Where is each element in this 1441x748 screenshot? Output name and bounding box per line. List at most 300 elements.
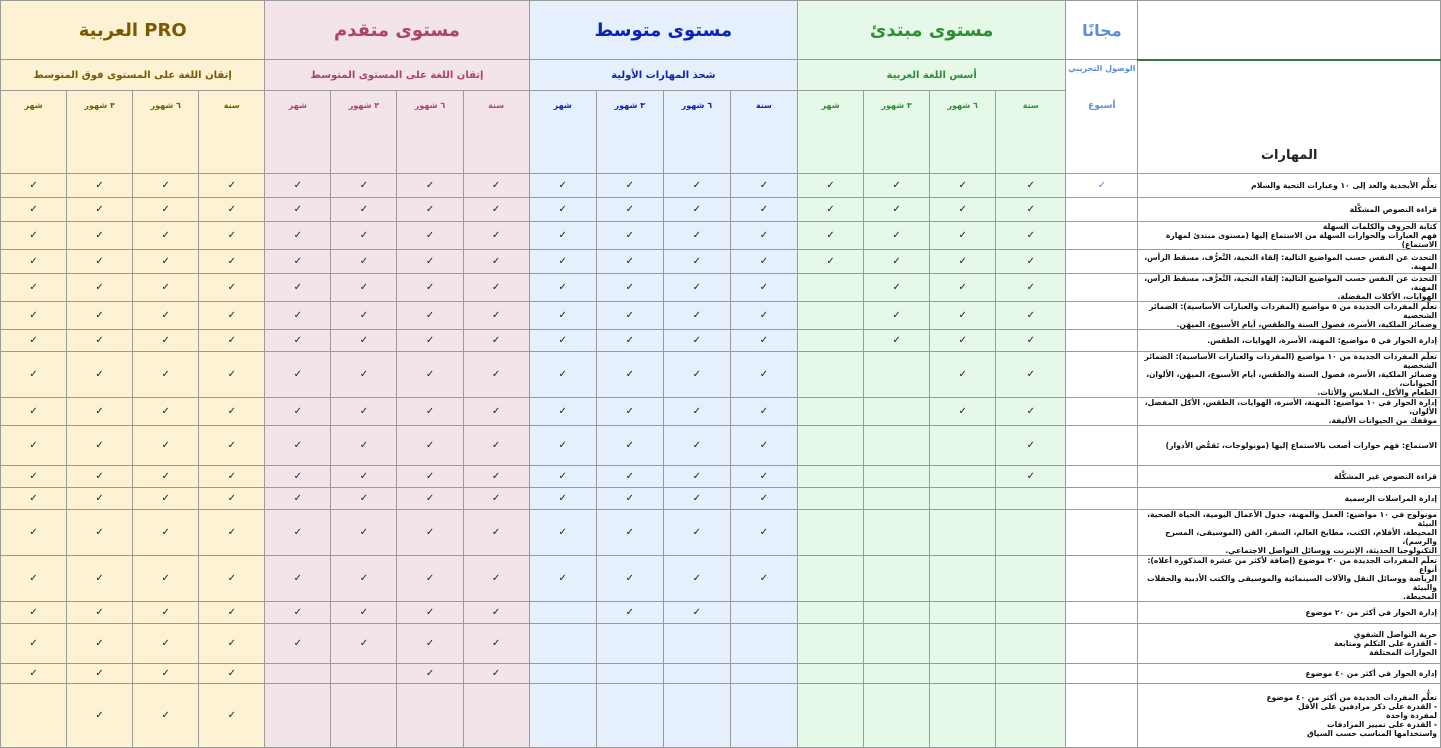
check-icon: ✓	[331, 488, 397, 510]
check-icon: ✓	[463, 624, 529, 664]
check-icon: ✓	[67, 398, 133, 426]
empty-cell	[930, 556, 996, 602]
check-icon: ✓	[397, 664, 463, 684]
check-icon: ✓	[529, 274, 596, 302]
empty-cell	[930, 624, 996, 664]
check-icon: ✓	[133, 302, 199, 330]
check-icon: ✓	[930, 274, 996, 302]
check-icon: ✓	[397, 352, 463, 398]
empty-cell	[996, 488, 1066, 510]
check-icon: ✓	[663, 198, 730, 222]
empty-cell	[1, 684, 67, 748]
check-icon: ✓	[663, 330, 730, 352]
check-icon: ✓	[596, 274, 663, 302]
check-icon: ✓	[265, 198, 331, 222]
check-icon: ✓	[199, 684, 265, 748]
check-icon: ✓	[265, 352, 331, 398]
check-icon: ✓	[529, 466, 596, 488]
check-icon: ✓	[730, 302, 797, 330]
skill-cell: قراءة النصوص المشكَّلة	[1138, 198, 1441, 222]
skill-cell: التحدث عن النفس حسب المواضيع التالية: إلقاء التحية، التَّعرُّف، مسقط الرأس، المهنة، الهوايات، الأكلات المفضلة.	[1138, 274, 1441, 302]
empty-cell	[930, 664, 996, 684]
empty-cell	[730, 624, 797, 664]
check-icon: ✓	[67, 488, 133, 510]
empty-cell	[1066, 556, 1138, 602]
check-icon: ✓	[730, 250, 797, 274]
check-icon: ✓	[663, 602, 730, 624]
empty-cell	[529, 602, 596, 624]
check-icon: ✓	[199, 352, 265, 398]
check-icon: ✓	[730, 352, 797, 398]
check-icon: ✓	[397, 556, 463, 602]
skill-cell: إدارة الحوار في ١٠ مواضيع: المهنة، الأسرة، الهوايات، الطقس، الأكل المفضل، الألوان، موقفك من الحيوانات الأليفة.	[1138, 398, 1441, 426]
check-icon: ✓	[265, 330, 331, 352]
empty-cell	[596, 664, 663, 684]
check-icon: ✓	[265, 488, 331, 510]
check-icon: ✓	[397, 426, 463, 466]
empty-cell	[797, 684, 863, 748]
empty-cell	[529, 684, 596, 748]
empty-cell	[797, 624, 863, 664]
duration-intermediate-6months: ٦ شهور	[663, 91, 730, 174]
check-icon: ✓	[67, 510, 133, 556]
check-icon: ✓	[397, 302, 463, 330]
check-icon: ✓	[133, 250, 199, 274]
empty-cell	[797, 302, 863, 330]
check-icon: ✓	[663, 302, 730, 330]
empty-cell	[930, 466, 996, 488]
duration-pro-3months: ٣ شهور	[67, 91, 133, 174]
check-icon: ✓	[331, 174, 397, 198]
check-icon: ✓	[199, 222, 265, 250]
check-icon: ✓	[663, 510, 730, 556]
empty-cell	[1066, 510, 1138, 556]
empty-cell	[663, 624, 730, 664]
check-icon: ✓	[529, 302, 596, 330]
empty-cell	[529, 664, 596, 684]
check-icon: ✓	[996, 198, 1066, 222]
empty-cell	[797, 398, 863, 426]
check-icon: ✓	[331, 602, 397, 624]
check-icon: ✓	[596, 222, 663, 250]
check-icon: ✓	[463, 174, 529, 198]
check-icon: ✓	[529, 330, 596, 352]
check-icon: ✓	[663, 556, 730, 602]
check-icon: ✓	[199, 556, 265, 602]
empty-cell	[797, 488, 863, 510]
check-icon: ✓	[730, 222, 797, 250]
empty-cell	[1066, 330, 1138, 352]
check-icon: ✓	[133, 510, 199, 556]
check-icon: ✓	[730, 466, 797, 488]
duration-beginner-3months: ٣ شهور	[864, 91, 930, 174]
empty-cell	[996, 684, 1066, 748]
check-icon: ✓	[67, 426, 133, 466]
check-icon: ✓	[67, 250, 133, 274]
check-icon: ✓	[864, 302, 930, 330]
check-icon: ✓	[331, 398, 397, 426]
table-row	[1, 198, 1441, 222]
duration-advanced-6months: ٦ شهور	[397, 91, 463, 174]
check-icon: ✓	[199, 330, 265, 352]
empty-cell	[596, 684, 663, 748]
empty-cell	[930, 602, 996, 624]
free-trial-duration: أسبوع	[1088, 101, 1116, 111]
check-icon: ✓	[663, 398, 730, 426]
check-icon: ✓	[265, 466, 331, 488]
empty-cell	[797, 466, 863, 488]
empty-cell	[1066, 488, 1138, 510]
check-icon: ✓	[199, 664, 265, 684]
check-icon: ✓	[797, 250, 863, 274]
check-icon: ✓	[663, 222, 730, 250]
check-icon: ✓	[199, 510, 265, 556]
check-icon: ✓	[864, 330, 930, 352]
check-icon: ✓	[996, 174, 1066, 198]
check-icon: ✓	[67, 602, 133, 624]
empty-cell	[864, 398, 930, 426]
table-row	[1, 488, 1441, 510]
check-icon: ✓	[133, 602, 199, 624]
table-row	[1, 274, 1441, 302]
check-icon: ✓	[996, 352, 1066, 398]
empty-cell	[1066, 302, 1138, 330]
empty-cell	[730, 664, 797, 684]
empty-cell	[1066, 624, 1138, 664]
check-icon: ✓	[1, 602, 67, 624]
plan-title-free: مجانًا	[1066, 1, 1138, 60]
check-icon: ✓	[596, 250, 663, 274]
check-icon: ✓	[67, 352, 133, 398]
empty-cell	[331, 684, 397, 748]
empty-cell	[864, 624, 930, 664]
free-trial-label: الوصول التجريبي	[1068, 64, 1136, 73]
table-row	[1, 602, 1441, 624]
empty-cell	[996, 510, 1066, 556]
check-icon: ✓	[1, 488, 67, 510]
check-icon: ✓	[1, 174, 67, 198]
empty-cell	[1066, 602, 1138, 624]
check-icon: ✓	[930, 398, 996, 426]
check-icon: ✓	[133, 684, 199, 748]
empty-cell	[1066, 250, 1138, 274]
skills-header: المهارات	[1138, 60, 1441, 174]
check-icon: ✓	[199, 426, 265, 466]
check-icon: ✓	[265, 624, 331, 664]
plan-subtitle-intermediate: شحذ المهارات الأولية	[529, 60, 797, 91]
duration-intermediate-month: شهر	[529, 91, 596, 174]
check-icon: ✓	[463, 602, 529, 624]
check-icon: ✓	[1, 664, 67, 684]
check-icon: ✓	[930, 330, 996, 352]
check-icon: ✓	[199, 302, 265, 330]
plan-subtitle-advanced: إتقان اللغة على المستوى المتوسط	[265, 60, 529, 91]
check-icon: ✓	[529, 352, 596, 398]
empty-cell	[1066, 664, 1138, 684]
check-icon: ✓	[529, 398, 596, 426]
check-icon: ✓	[331, 466, 397, 488]
check-icon: ✓	[397, 488, 463, 510]
table-row	[1, 222, 1441, 250]
skill-cell: تعلُّم المفردات الجديدة من ٢٠ موضوع (إضافة لأكثر من عشرة المذكورة أعلاه): أنواع الرياضة ووسائل النقل والآلات السينمائية والموسيقى والكتب الأدبية والحفلات والبيئة المحيطة.	[1138, 556, 1441, 602]
check-icon: ✓	[1, 466, 67, 488]
check-icon: ✓	[397, 174, 463, 198]
table-row	[1, 556, 1441, 602]
duration-advanced-month: شهر	[265, 91, 331, 174]
check-icon: ✓	[265, 556, 331, 602]
duration-pro-year: سنة	[199, 91, 265, 174]
check-icon: ✓	[199, 602, 265, 624]
duration-pro-6months: ٦ شهور	[133, 91, 199, 174]
empty-cell	[864, 466, 930, 488]
empty-cell	[797, 510, 863, 556]
empty-cell	[265, 684, 331, 748]
check-icon: ✓	[930, 222, 996, 250]
check-icon: ✓	[133, 556, 199, 602]
plan-subtitle-pro: إتقان اللغة على المستوى فوق المتوسط	[1, 60, 265, 91]
empty-cell	[663, 684, 730, 748]
check-icon: ✓	[596, 174, 663, 198]
empty-cell	[797, 664, 863, 684]
check-icon: ✓	[996, 330, 1066, 352]
check-icon: ✓	[864, 198, 930, 222]
empty-cell	[864, 488, 930, 510]
table-row	[1, 466, 1441, 488]
check-icon: ✓	[397, 274, 463, 302]
check-icon: ✓	[133, 174, 199, 198]
table-row	[1, 250, 1441, 274]
check-icon: ✓	[463, 250, 529, 274]
check-icon: ✓	[730, 488, 797, 510]
empty-cell	[730, 684, 797, 748]
check-icon: ✓	[67, 556, 133, 602]
table-row	[1, 330, 1441, 352]
check-icon: ✓	[397, 250, 463, 274]
empty-cell	[730, 602, 797, 624]
skill-cell: تعلُّم المفردات الجديدة من ٥ مواضيع (المفردات والعبارات الأساسية): الضمائر الشخصية وضمائر الملكية، الأسرة، فصول السنة والطقس، أيام الأسبوع، الميهَن.	[1138, 302, 1441, 330]
check-icon: ✓	[1, 624, 67, 664]
check-icon: ✓	[663, 426, 730, 466]
check-icon: ✓	[930, 352, 996, 398]
check-icon: ✓	[797, 222, 863, 250]
duration-beginner-6months: ٦ شهور	[930, 91, 996, 174]
duration-advanced-3months: ٣ شهور	[331, 91, 397, 174]
duration-pro-month: شهر	[1, 91, 67, 174]
check-icon: ✓	[265, 250, 331, 274]
skill-cell: تعلُّم المفردات الجديدة من ١٠ مواضيع (المفردات والعبارات الأساسية): الضمائر الشخصية وضمائر الملكية، الأسرة، فصول السنة والطقس، أيام الأسبوع، الميهَن، الألوان، الحيوانات، الطعام والأكل، الملابس والأثاث.	[1138, 352, 1441, 398]
check-icon: ✓	[67, 664, 133, 684]
check-icon: ✓	[996, 250, 1066, 274]
check-icon: ✓	[67, 684, 133, 748]
check-icon: ✓	[596, 556, 663, 602]
empty-cell	[864, 510, 930, 556]
empty-cell	[1066, 352, 1138, 398]
check-icon: ✓	[730, 274, 797, 302]
check-icon: ✓	[730, 398, 797, 426]
check-icon: ✓	[67, 174, 133, 198]
check-icon: ✓	[730, 330, 797, 352]
skill-cell: إدارة الحوار في ٥ مواضيع: المهنة، الأسرة، الهوايات، الطقس.	[1138, 330, 1441, 352]
check-icon: ✓	[463, 510, 529, 556]
check-icon: ✓	[596, 602, 663, 624]
check-icon: ✓	[1, 510, 67, 556]
check-icon: ✓	[199, 274, 265, 302]
check-icon: ✓	[397, 602, 463, 624]
check-icon: ✓	[663, 488, 730, 510]
check-icon: ✓	[331, 198, 397, 222]
table-row	[1, 624, 1441, 664]
check-icon: ✓	[1, 302, 67, 330]
check-icon: ✓	[596, 330, 663, 352]
check-icon: ✓	[797, 174, 863, 198]
check-icon: ✓	[864, 222, 930, 250]
check-icon: ✓	[265, 302, 331, 330]
check-icon: ✓	[730, 510, 797, 556]
check-icon: ✓	[331, 302, 397, 330]
check-icon: ✓	[397, 398, 463, 426]
check-icon: ✓	[67, 274, 133, 302]
empty-cell	[663, 664, 730, 684]
plan-title-intermediate: مستوى متوسط	[529, 1, 797, 60]
check-icon: ✓	[67, 466, 133, 488]
check-icon: ✓	[133, 488, 199, 510]
duration-beginner-year: سنة	[996, 91, 1066, 174]
table-row	[1, 352, 1441, 398]
check-icon: ✓	[1066, 174, 1138, 198]
check-icon: ✓	[1, 398, 67, 426]
check-icon: ✓	[265, 426, 331, 466]
check-icon: ✓	[930, 174, 996, 198]
check-icon: ✓	[67, 302, 133, 330]
check-icon: ✓	[529, 250, 596, 274]
check-icon: ✓	[397, 510, 463, 556]
check-icon: ✓	[265, 222, 331, 250]
check-icon: ✓	[133, 398, 199, 426]
table-row	[1, 174, 1441, 198]
empty-cell	[1066, 398, 1138, 426]
check-icon: ✓	[133, 330, 199, 352]
empty-cell	[996, 624, 1066, 664]
empty-cell	[1066, 426, 1138, 466]
check-icon: ✓	[463, 556, 529, 602]
empty-cell	[1066, 274, 1138, 302]
check-icon: ✓	[529, 174, 596, 198]
check-icon: ✓	[529, 198, 596, 222]
check-icon: ✓	[596, 466, 663, 488]
check-icon: ✓	[463, 488, 529, 510]
empty-cell	[529, 624, 596, 664]
check-icon: ✓	[1, 352, 67, 398]
check-icon: ✓	[996, 222, 1066, 250]
table-row	[1, 302, 1441, 330]
check-icon: ✓	[265, 274, 331, 302]
check-icon: ✓	[596, 510, 663, 556]
check-icon: ✓	[1, 222, 67, 250]
check-icon: ✓	[930, 250, 996, 274]
check-icon: ✓	[529, 556, 596, 602]
check-icon: ✓	[996, 426, 1066, 466]
check-icon: ✓	[331, 426, 397, 466]
check-icon: ✓	[596, 302, 663, 330]
empty-cell	[265, 664, 331, 684]
corner-cell	[1138, 1, 1441, 60]
empty-cell	[797, 330, 863, 352]
empty-cell	[864, 602, 930, 624]
empty-cell	[996, 664, 1066, 684]
check-icon: ✓	[199, 466, 265, 488]
check-icon: ✓	[133, 466, 199, 488]
empty-cell	[864, 684, 930, 748]
check-icon: ✓	[331, 222, 397, 250]
check-icon: ✓	[730, 426, 797, 466]
check-icon: ✓	[596, 398, 663, 426]
plan-title-beginner: مستوى مبتدئ	[797, 1, 1065, 60]
check-icon: ✓	[133, 352, 199, 398]
check-icon: ✓	[265, 174, 331, 198]
check-icon: ✓	[397, 624, 463, 664]
check-icon: ✓	[730, 174, 797, 198]
check-icon: ✓	[331, 250, 397, 274]
check-icon: ✓	[797, 198, 863, 222]
check-icon: ✓	[199, 624, 265, 664]
check-icon: ✓	[397, 330, 463, 352]
skill-cell: قراءة النصوص غير المشكَّلة	[1138, 466, 1441, 488]
empty-cell	[930, 684, 996, 748]
empty-cell	[797, 556, 863, 602]
table-row	[1, 684, 1441, 748]
check-icon: ✓	[133, 624, 199, 664]
skill-cell: تعلُّم الأبجدية والعد إلى ١٠ وعبارات التحية والسلام	[1138, 174, 1441, 198]
table-row	[1, 398, 1441, 426]
check-icon: ✓	[996, 398, 1066, 426]
check-icon: ✓	[463, 398, 529, 426]
check-icon: ✓	[331, 274, 397, 302]
check-icon: ✓	[864, 274, 930, 302]
check-icon: ✓	[529, 488, 596, 510]
plan-title-pro: العربية PRO	[1, 1, 265, 60]
empty-cell	[1066, 222, 1138, 250]
check-icon: ✓	[996, 466, 1066, 488]
check-icon: ✓	[1, 274, 67, 302]
check-icon: ✓	[67, 222, 133, 250]
check-icon: ✓	[864, 250, 930, 274]
check-icon: ✓	[331, 624, 397, 664]
free-trial-cell	[1066, 60, 1138, 174]
skill-cell: إدارة الحوار في أكثر من ٢٠ موضوع	[1138, 602, 1441, 624]
table-row	[1, 426, 1441, 466]
check-icon: ✓	[529, 426, 596, 466]
check-icon: ✓	[133, 198, 199, 222]
check-icon: ✓	[529, 510, 596, 556]
empty-cell	[797, 274, 863, 302]
check-icon: ✓	[67, 330, 133, 352]
check-icon: ✓	[133, 222, 199, 250]
check-icon: ✓	[463, 222, 529, 250]
skill-cell: كتابة الحروف والكلمات السهلة فهم العبارات والحوارات السهلة من الاستماع إليها (مستوى مبتدئ لمهارة الاستماع)	[1138, 222, 1441, 250]
empty-cell	[864, 556, 930, 602]
skill-cell: الاستماع: فهم حوارات أصعب بالاستماع إليها (مونولوجات، تَقمُّص الأدوار)	[1138, 426, 1441, 466]
check-icon: ✓	[331, 556, 397, 602]
check-icon: ✓	[397, 222, 463, 250]
table-row	[1, 510, 1441, 556]
table-row	[1, 664, 1441, 684]
check-icon: ✓	[265, 510, 331, 556]
skills-table-body	[1, 174, 1441, 748]
check-icon: ✓	[1, 426, 67, 466]
check-icon: ✓	[663, 250, 730, 274]
empty-cell	[1066, 198, 1138, 222]
check-icon: ✓	[596, 426, 663, 466]
